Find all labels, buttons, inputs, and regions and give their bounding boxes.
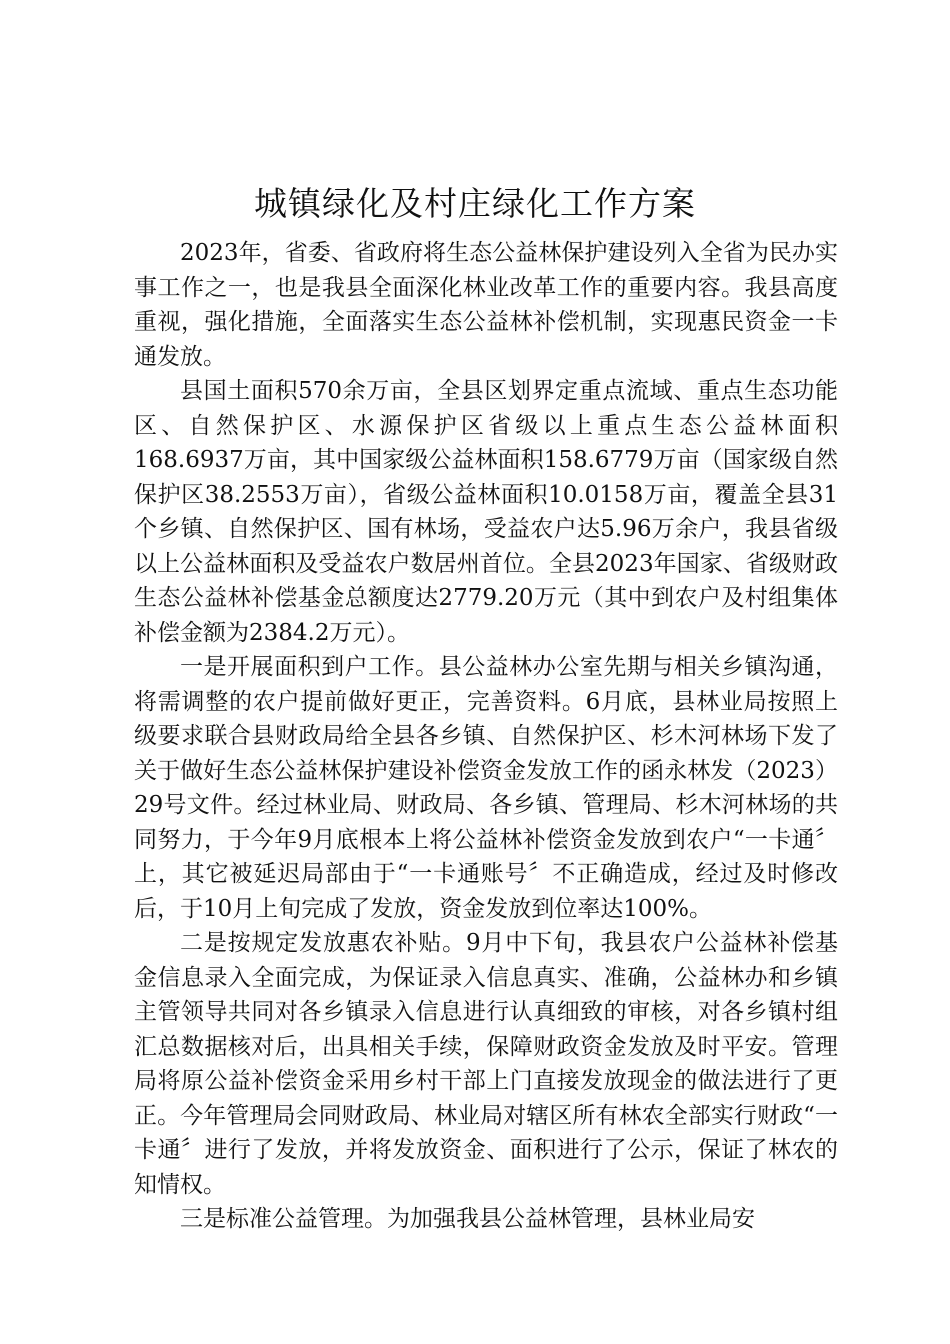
paragraph-standard-management: 三是标准公益管理。为加强我县公益林管理，县林业局安: [180, 1206, 755, 1232]
document-body: [134, 236, 838, 1237]
paragraph-intro: 2023年，省委、省政府将生态公益林保护建设列入全省为民办实事工作之一，也是我县全面深化林业改革工作的重要内容。我县高度重视，强化措施，全面落实生态公益林补偿机制，实现惠民资金一卡通发放。: [134, 240, 838, 370]
paragraph-subsidy-distribution: 二是按规定发放惠农补贴。9月中下旬，我县农户公益林补偿基金信息录入全面完成，为保证录入信息真实、准确，公益林办和乡镇主管领导共同对各乡镇录入信息进行认真细致的审核，对各乡镇村组汇总数据核对后，出具相关手续，保障财政资金发放及时平安。管理局将原公益补偿资金采用乡村干部上门直接发放现金的做法进行了更正。今年管理局会同财政局、林业局对辖区所有林农全部实行财政“一卡通〞进行了发放，并将发放资金、面积进行了公示，保证了林农的知情权。: [134, 930, 838, 1198]
document-title: 城镇绿化及村庄绿化工作方案: [254, 184, 696, 223]
paragraph-area-to-household: 一是开展面积到户工作。县公益林办公室先期与相关乡镇沟通，将需调整的农户提前做好更正，完善资料。6月底，县林业局按照上级要求联合县财政局给全县各乡镇、自然保护区、杉木河林场下发了关于做好生态公益林保护建设补偿资金发放工作的函永林发（2023）29号文件。经过林业局、财政局、各乡镇、管理局、杉木河林场的共同努力，于今年9月底根本上将公益林补偿资金发放到农户“一卡通〞上，其它被延迟局部由于“一卡通账号〞不正确造成，经过及时修改后，于10月上旬完成了发放，资金发放到位率达100%。: [134, 654, 838, 922]
paragraph-area-overview: 县国土面积570余万亩，全县区划界定重点流域、重点生态功能区、自然保护区、水源保护区省级以上重点生态公益林面积168.6937万亩，其中国家级公益林面积158.6779万亩（国家级自然保护区38.2553万亩），省级公益林面积10.0158万亩，覆盖全县31个乡镇、自然保护区、国有林场，受益农户达5.96万余户，我县省级以上公益林面积及受益农户数居州首位。全县2023年国家、省级财政生态公益林补偿基金总额度达2779.20万元（其中到农户及村组集体补偿金额为2384.2万元）。: [134, 378, 838, 646]
